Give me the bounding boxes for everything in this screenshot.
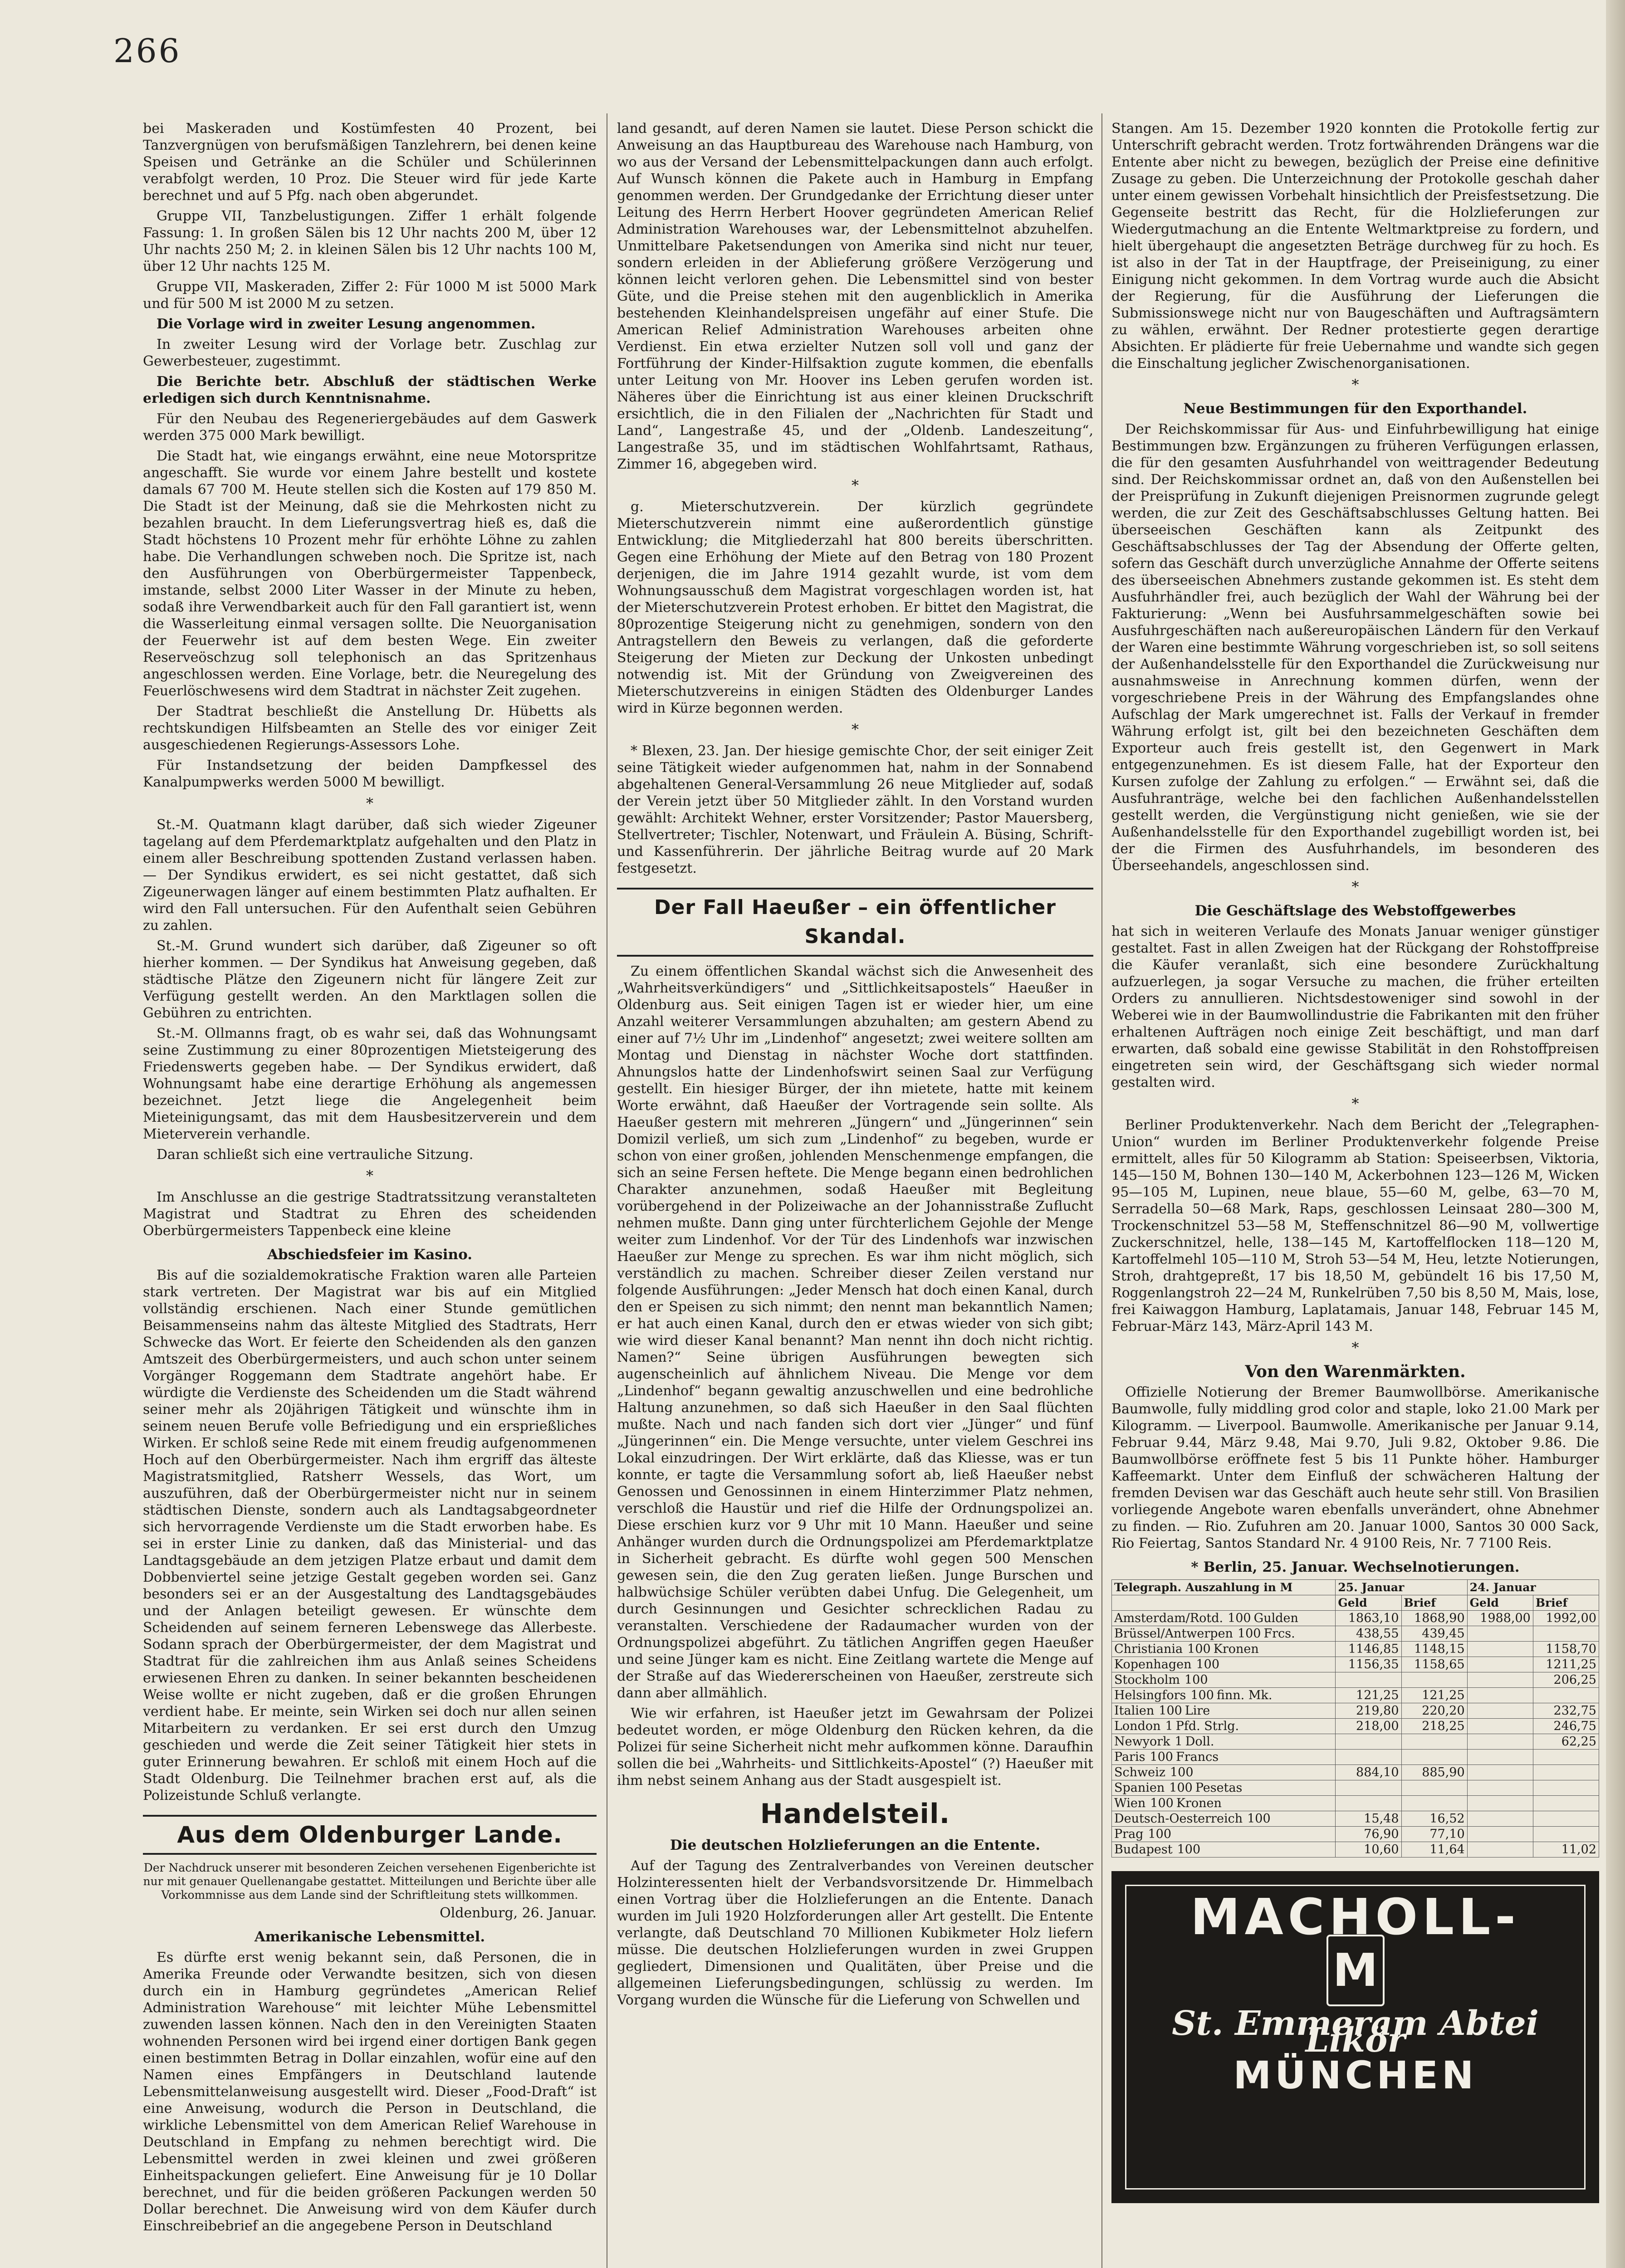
rate-value: 16,52 [1401,1811,1467,1827]
rate-value [1533,1827,1599,1842]
rate-amount: 1 [1165,1719,1173,1733]
rate-amount: 1 [1175,1735,1183,1749]
rate-value [1467,1672,1533,1688]
article-paragraph: Berliner Produktenverkehr. Nach dem Bericht der „Telegraphen-Union“ wurden im Berliner Produktenverkehr folgende Preise ermittelt, alles für 50 Kilogramm ab Station: Speiseerbsen, Viktoria, 145—150 M, Bohnen 130—140 M, Ackerbohnen 123—126 M, Wicken 95—105 M, Lupinen, neue blaue, 55—60 M, gelbe, 63—70 M, Serradella 50—68 Mark, Raps, geschlossen Leinsaat 280—300 M, Trockenschnitzel 53—58 M, Steffenschnitzel 86—90 M, vollwertige Zuckerschnitzel, helle, 138—145 M, Kartoffelflocken 118—120 M, Kartoffelmehl 105—110 M, Stroh 53—54 M, Heu, letzte Notierungen, Stroh, drahtgepreßt, 17 bis 18,50 M, gebündelt 16 bis 17,50 M, Roggenlangstroh 22—24 M, Runkelrüben 7,50 bis 8,50 M, Mais, lose, frei Kaiwaggon Hamburg, Laplatamais, Januar 148, Februar 145 M, Februar-März 143, März-April 143 M. [1111,1117,1599,1334]
table-row [1112,1719,1599,1734]
rate-value [1467,1780,1533,1796]
separator-star: * [852,477,859,494]
rate-value [1467,1642,1533,1657]
rate-place-name: Deutsch-Oesterreich [1114,1812,1243,1826]
rate-value: 218,00 [1336,1719,1401,1734]
rate-amount: 100 [1187,1642,1211,1656]
rate-place-name: Brüssel/Antwerpen [1114,1627,1233,1641]
rate-place-name: London [1114,1719,1161,1733]
rate-value [1467,1703,1533,1719]
rate-amount: 100 [1148,1827,1172,1841]
rate-value [1533,1811,1599,1827]
rate-value: 885,90 [1401,1765,1467,1780]
table-row [1112,1703,1599,1719]
dateline: Oldenburg, 26. Januar. [440,1905,597,1921]
page-fold-shadow [1606,0,1625,2268]
rate-value [1467,1688,1533,1703]
rate-place [1112,1734,1336,1750]
rate-amount: 100 [1169,1781,1193,1795]
rate-value: 77,10 [1401,1827,1467,1842]
rate-value: 1868,90 [1401,1611,1467,1626]
rate-value [1401,1750,1467,1765]
rate-place [1112,1842,1336,1857]
rate-value: 1992,00 [1533,1611,1599,1626]
subheading: Von den Warenmärkten. [1245,1362,1466,1381]
article-paragraph: Daran schließt sich eine vertrauliche Sitzung. [157,1147,474,1163]
rate-place-name: Spanien [1114,1781,1165,1795]
rate-value [1401,1672,1467,1688]
rate-place [1112,1796,1336,1811]
rate-amount: 100 [1184,1673,1208,1687]
rate-value [1336,1734,1401,1750]
advertisement [1111,1871,1599,2203]
subheading: Abschiedsfeier im Kasino. [267,1246,472,1263]
rate-value [1336,1796,1401,1811]
rate-value: 1988,00 [1467,1611,1533,1626]
article-paragraph: Es dürfte erst wenig bekannt sein, daß Personen, die in Amerika Freunde oder Verwandte besitzen, sich von diesen durch ein in Hamburg gegründetes „American Relief Administration Warehouse“ mit leichter Mühe Lebensmittel zuwenden lassen können. Nach den in den Vereinigten Staaten wohnenden Personen wird bei irgend einer dortigen Bank gegen einen bestimmten Betrag in Dollar einzahlen, wofür eine auf den Namen eines Empfängers in Deutschland lautende Lebensmittelanweisung ausgestellt wird. Dieser „Food-Draft“ ist eine Anweisung, wodurch die Person in Deutschland, die wirkliche Lebensmittel von dem American Relief Warehouse in Deutschland in Empfang zu nehmen berechtigt wird. Die Lebensmittel werden in zwei kleinen und zwei größeren Einheitspackungen geliefert. Eine Anweisung für je 10 Dollar berechnet, und für die beiden größeren Packungen werden 50 Dollar berechnet. Die Anweisung wird von dem Käufer durch Einschreibebrief an die angegebene Person in Deutschland [143,1950,597,2234]
rate-value [1533,1750,1599,1765]
rate-value: 884,10 [1336,1765,1401,1780]
rate-place-name: Newyork [1114,1735,1170,1749]
rate-place [1112,1672,1336,1688]
rate-value: 1148,15 [1401,1642,1467,1657]
column-rule [1101,113,1102,2268]
monogram-icon: M [1326,1935,1385,2006]
rate-value [1401,1796,1467,1811]
table-row [1112,1626,1599,1642]
rate-place-name: Italien [1114,1704,1155,1718]
article-paragraph: Der Reichskommissar für Aus- und Einfuhrbewilligung hat einige Bestimmungen bzw. Ergänzungen zu früheren Verfügungen erlassen, die für den gesamten Ausfuhrhandel von weittragender Bedeutung sind. Der Reichskommissar ordnet an, daß von den Außenstellen bei der Preisprüfung in Zukunft diejenigen Preisnormen zugrunde gelegt werden, die zur Zeit des Geschäftsabschlusses Geltung hatten. Bei überseeischen Geschäften kann als Zeitpunkt des Geschäftsabschlusses der Tag der Absendung der Offerte gelten, sofern das Geschäft durch unverzügliche Annahme der Offerte seitens des überseeischen Abnehmers zustande gekommen ist. Es steht dem Ausfuhrhändler frei, auch bezüglich der Wahl der Währung bei der Fakturierung: „Wenn bei Ausfuhrsammelgeschäften sowie bei Ausfuhrgeschäften nach außereuropäischen Ländern für den Verkauf der Waren eine bestimmte Währung vorgeschrieben ist, so soll seitens der Außenhandelsstelle für den Exporthandel die Zurückweisung nur ausnahmsweise in Anrechnung kommen dürfen, wenn der vorgeschriebene Preis in der Währung des Empfangslandes ohne Aufschlag der Mark umgerechnet ist. Falls der Verkauf in fremder Währung erfolgt ist, gilt bei den bezeichneten Geschäften dem Exporteur auch freis gestellt ist, den Gegenwert in Mark entgegenzunehmen. Es ist diesem Falle, hat der Exporteur den Kursen zufolge der Zahlung zu erfolgen.“ — Erwähnt sei, daß die Ausfuhranträge, welche bei den fachlichen Außenhandelsstellen gestellt werden, die Vergünstigung nicht genießen, wie sie der Außenhandelsstelle für den Exporthandel zugebilligt worden ist, bei der die Firmen des Ausfuhrhandels, im besonderen des Überseehandels, angeschlossen sind. [1111,421,1599,874]
rates-table-body [1112,1611,1599,1857]
rate-place-name: Stockholm [1114,1673,1180,1687]
article-paragraph: Auf der Tagung des Zentralverbandes von Vereinen deutscher Holzinteressenten hielt der Verbandsvorsitzende Dr. Himmelbach einen Vortrag über die Holzlieferungen an die Entente. Danach wurden im Juli 1920 Holzforderungen aller Art gestellt. Die Entente verlangte, daß Deutschland 70 Millionen Kubikmeter Holz liefern müsse. Die deutschen Holzlieferungen wurden in zwei Gruppen gegliedert, Dimensionen und Qualitäten, über Preise und die allgemeinen Lieferungsbedingungen, schlüssig zu werden. Im Vorgang wurden die Wünsche für die Lieferung von Schwellen und [617,1858,1093,2008]
rate-value: 121,25 [1401,1688,1467,1703]
rate-value [1467,1750,1533,1765]
rates-date1-header: 25. Januar [1336,1580,1467,1595]
article-paragraph: Für den Neubau des Regeneriergebäudes auf dem Gaswerk werden 375 000 Mark bewilligt. [143,411,597,444]
table-row [1112,1765,1599,1780]
subheading: Amerikanische Lebensmittel. [254,1929,485,1945]
article-paragraph: Bis auf die sozialdemokratische Fraktion waren alle Parteien stark vertreten. Der Magistrat war bis auf ein Mitglied vollständig erschienen. Nach einer Stunde gemütlichen Beisammenseins nahm das älteste Mitglied des Stadtrats, Herr Schwecke das Wort. Er feierte den Scheidenden als den ganzen Amtszeit des Oberbürgermeisters, und auch schon unter seinem Vorgänger Roggemann dem Stadtrate angehört habe. Er würdigte die Verdienste des Scheidenden um die Stadt während seiner mehr als 20jährigen Tätigkeit und wünschte ihm in seinem neuen Berufe volle Befriedigung und ein ersprießliches Wirken. Er schloß seine Rede mit einem freudig aufgenommenen Hoch auf den Oberbürgermeister. Nach ihm ergriff das älteste Magistratsmitglied, Ratsherr Wessels, das Wort, um auszuführen, daß der Oberbürgermeister nicht nur in seinem städtischen Dienste, sondern auch als Landtagsabgeordneter sich hervorragende Verdienste um die Stadt erworben habe. Es sei in erster Linie zu danken, daß das Ministerial- und das Landtagsgebäude an dem jetzigen Platze erbaut und damit dem Dobbenviertel seine jetzige Gestalt gegeben worden sei. Ganz besonders sei er an der Ausgestaltung des Landtagsgebäudes und der Anlagen beteiligt gewesen. Er wünschte dem Scheidenden auf seinem ferneren Lebenswege das Allerbeste. Sodann sprach der Oberbürgermeister, der dem Magistrat und Stadtrat für die zahlreichen ihm aus Anlaß seines Scheidens erwiesenen Ehren zu danken. In seiner bekannten bescheidenen Weise wollte er nicht zugeben, daß er die großen Ehrungen verdient habe. Er meinte, sein Wirken sei doch nur allen seinen Mitarbeitern zu verdanken. Er sei erst durch den Umzug geschieden und werde die Zeit seiner Tätigkeit hier stets in guter Erinnerung bewahren. Er schloß mit einem Hoch auf die Stadt Oldenburg. Die Teilnehmer brachen erst auf, als die Polizeistunde Schluß verlangte. [143,1267,597,1804]
rate-amount: 100 [1177,1843,1201,1857]
rate-unit: Kronen [1213,1642,1259,1656]
ad-brand: MACHOLL- [1190,1888,1520,1946]
rate-place [1112,1827,1336,1842]
table-row [1112,1611,1599,1626]
rate-place [1112,1703,1336,1719]
rate-value [1467,1796,1533,1811]
rate-amount: 100 [1159,1704,1182,1718]
rate-place-name: Helsingfors [1114,1688,1186,1702]
article-paragraph: In zweiter Lesung wird der Vorlage betr. Zuschlag zur Gewerbesteuer, zugestimmt. [143,337,597,369]
rate-value [1467,1657,1533,1672]
separator-star: * [366,795,373,812]
geld-header: Geld [1467,1595,1533,1611]
rate-amount: 100 [1150,1796,1174,1810]
rate-value [1467,1765,1533,1780]
rate-value [1533,1796,1599,1811]
ad-city: MÜNCHEN [1233,2053,1478,2097]
rate-value: 218,25 [1401,1719,1467,1734]
rate-value [1533,1626,1599,1642]
rate-place-name: Christiania [1114,1642,1183,1656]
rate-place [1112,1688,1336,1703]
article-paragraph: Gruppe VII, Maskeraden, Ziffer 2: Für 1000 M ist 5000 Mark und für 500 M ist 2000 M zu setzen. [143,279,597,312]
rate-value [1401,1734,1467,1750]
rate-place-name: Prag [1114,1827,1144,1841]
rate-value [1533,1688,1599,1703]
table-row [1112,1657,1599,1672]
rate-place-name: Budapest [1114,1843,1173,1857]
rate-place-name: Schweiz [1114,1765,1165,1779]
ad-product: St. Emmeram Abtei Likör [1172,2004,1539,2060]
exchange-rates-table [1111,1579,1599,1857]
table-row [1112,1827,1599,1842]
rates-date2-header: 24. Januar [1467,1580,1599,1595]
table-row [1112,1750,1599,1765]
rate-value: 439,45 [1401,1626,1467,1642]
rate-value [1467,1734,1533,1750]
rate-value [1467,1719,1533,1734]
rate-amount: 100 [1247,1812,1271,1826]
article-paragraph: Der Stadtrat beschließt die Anstellung Dr. Hübetts als rechtskundigen Hilfsbeamten an Stelle des vor einiger Zeit ausgeschiedenen Regierungs-Assessors Lohe. [143,704,597,753]
section-box [143,1815,597,1855]
rate-value: 1863,10 [1336,1611,1401,1626]
article-paragraph: Die Berichte betr. Abschluß der städtischen Werke erledigen sich durch Kenntnisnahme. [143,374,597,406]
rate-value [1336,1750,1401,1765]
rate-value: 1146,85 [1336,1642,1401,1657]
rate-place-name: Wien [1114,1796,1146,1810]
rate-value [1467,1842,1533,1857]
column-middle [617,120,1093,2268]
article-paragraph: St.-M. Ollmanns fragt, ob es wahr sei, daß das Wohnungsamt seine Zustimmung zu einer 80prozentigen Mietsteigerung des Friedenswerts gegeben habe. — Der Syndikus erwidert, daß Wohnungsamt habe eine derartige Erhöhung als angemessen bezeichnet. Jetzt liege die Angelegenheit beim Mieteinigungsamt, das mit dem Hausbesitzerverein und dem Mieterverein verhandle. [143,1026,597,1142]
geld-header: Geld [1336,1595,1401,1611]
rate-value [1336,1780,1401,1796]
rate-value: 1156,35 [1336,1657,1401,1672]
table-row [1112,1688,1599,1703]
rate-value: 438,55 [1336,1626,1401,1642]
rate-value: 10,60 [1336,1842,1401,1857]
article-paragraph: Gruppe VII, Tanzbelustigungen. Ziffer 1 erhält folgende Fassung: 1. In großen Sälen bis 12 Uhr nachts 200 M, über 12 Uhr nachts 250 M; 2. in kleinen Sälen bis 12 Uhr nachts 100 M, über 12 Uhr nachts 125 M. [143,208,597,274]
article-paragraph: bei Maskeraden und Kostümfesten 40 Prozent, bei Tanzvergnügen von berufsmäßigen Tanzlehrern, bei denen keine Speisen und Getränke an die Schüler und Schülerinnen verabfolgt werden, 10 Proz. Die Steuer wird für jede Karte berechnet und auf 5 Pfg. nach oben abgerundet. [143,121,597,204]
rate-value [1467,1626,1533,1642]
table-row [1112,1811,1599,1827]
separator-star: * [1351,878,1359,895]
article-paragraph: St.-M. Quatmann klagt darüber, daß sich wieder Zigeuner tagelang auf dem Pferdemarktplatz aufgehalten und den Platz in einem aller Beschreibung spottenden Zustand verlassen haben. — Der Syndikus erwidert, es sei nicht gestattet, daß sich Zigeunerwagen länger auf einem bestimmten Platz aufhalten. Er wird den Fall untersuchen. Für den Aufenthalt seien Gebühren zu zahlen. [143,817,597,934]
rate-amount: 100 [1237,1627,1261,1641]
rate-unit: Frcs. [1263,1627,1295,1641]
separator-star: * [1351,1339,1359,1356]
article-paragraph: Stangen. Am 15. Dezember 1920 konnten die Protokolle fertig zur Unterschrift gebracht werden. Trotz fortwährenden Drängens war die Entente aber nicht zu bewegen, bezüglich der Preise eine definitive Zusage zu geben. Die Unterzeichnung der Protokolle geschah daher unter einem gewissen Vorbehalt hinsichtlich der Preisfestsetzung. Die Gegenseite bestritt das Recht, für die Holzlieferungen zur Wiedergutmachung an die Entente Weltmarktpreise zu fordern, und hielt übergehaupt die angesetzten Beträge durchweg für zu hoch. Es ist also in der Tat in der Hauptfrage, der Preiseinigung, zu einer Einigung nicht gekommen. In dem Vortrag wurde auch die Absicht der Regierung, für die Ausführung der Lieferungen die Submissionswege nicht nur von Baugeschäften und Auftragsämtern zu wählen, erwähnt. Der Redner protestierte gegen derartige Absichten. Er plädierte für freie Uebernahme und wandte sich gegen die Einschaltung jeglicher Zwischenorganisationen. [1111,121,1599,371]
rate-unit: finn. Mk. [1216,1688,1273,1702]
article-paragraph: Im Anschlusse an die gestrige Stadtratssitzung veranstalteten Magistrat und Stadtrat zu Ehren des scheidenden Oberbürgermeisters Tappenbeck eine kleine [143,1189,597,1239]
rate-value: 62,25 [1533,1734,1599,1750]
section-title: Handelsteil. [760,1798,950,1830]
brief-header: Brief [1533,1595,1599,1611]
section-title: Aus dem Oldenburger Lande. [177,1822,563,1848]
rate-unit: Gulden [1253,1611,1298,1625]
article-paragraph: hat sich in weiteren Verlaufe des Monats Januar weniger günstiger gestaltet. Fast in allen Zweigen hat der Rückgang der Rohstoffpreise die Käufer veranlaßt, sich eine besondere Zurückhaltung aufzuerlegen, ja sogar Versuche zu machen, die früher erteilten Orders zu annullieren. Nichtsdestoweniger sind sowohl in der Weberei wie in der Baumwollindustrie die Fabrikanten mit den früher erhaltenen Aufträgen noch einige Zeit beschäftigt, und man darf erwarten, daß sobald eine gewisse Stabilität in den Rohstoffpreisen eingetreten sein wird, der Geschäftsgang sich wieder normal gestalten wird. [1111,924,1599,1090]
rate-amount: 100 [1196,1657,1220,1672]
rate-place [1112,1611,1336,1626]
rate-value: 76,90 [1336,1827,1401,1842]
separator-star: * [1351,1095,1359,1112]
rate-amount: 100 [1190,1688,1214,1702]
rate-place [1112,1626,1336,1642]
article-paragraph: Die Vorlage wird in zweiter Lesung angenommen. [157,316,536,332]
column-left [143,120,597,2268]
rate-value [1533,1780,1599,1796]
rate-unit: Kronen [1176,1796,1222,1810]
rate-value: 15,48 [1336,1811,1401,1827]
rate-value: 121,25 [1336,1688,1401,1703]
table-row [1112,1842,1599,1857]
article-paragraph: g. Mieterschutzverein. Der kürzlich gegründete Mieterschutzverein nimmt eine außerordentlich günstige Entwicklung; die Mitgliederzahl hat 800 bereits überschritten. Gegen eine Erhöhung der Miete auf den Betrag von 180 Prozent derjenigen, die im Jahre 1914 gezahlt wurde, ist vom dem Wohnungsausschuß dem Magistrat vorgeschlagen worden ist, hat der Mieterschutzverein Protest erhoben. Er bittet den Magistrat, die 80prozentige Steigerung nicht zu genehmigen, sondern von den Antragstellern den Beweis zu verlangen, daß die geforderte Steigerung der Mieten zur Deckung der Unkosten unbedingt notwendig ist. Mit der Gründung von Zweigvereinen des Mieterschutzvereins in einigen Städten des Oldenburger Landes wird in Kürze begonnen werden. [617,499,1093,716]
article-paragraph: Offizielle Notierung der Bremer Baumwollbörse. Amerikanische Baumwolle, fully middling grod color and staple, loko 21.00 Mark per Kilogramm. — Liverpool. Baumwolle. Amerikanische per Januar 9.14, Februar 9.44, März 9.48, Mai 9.70, Juli 9.82, Oktober 9.86. Die Baumwollbörse eröffnete fest 5 bis 11 Punkte höher. Hamburger Kaffeemarkt. Unter dem Einfluß der schwächeren Haltung der fremden Devisen war das Geschäft auch heute sehr still. Von Brasilien vorliegende Angebote waren ebenfalls unverändert, ohne Abnehmer zu finden. — Rio. Zufuhren am 20. Januar 1000, Santos 30 000 Sack, Rio Feiertag, Santos Standard Nr. 4 9100 Reis, Nr. 7 7100 Reis. [1111,1384,1599,1551]
subheading: Die deutschen Holzlieferungen an die Entente. [670,1837,1041,1853]
headline-box [617,888,1093,957]
subheading: Neue Bestimmungen für den Exporthandel. [1183,401,1527,417]
article-paragraph: Zu einem öffentlichen Skandal wächst sich die Anwesenheit des „Wahrheitsverkündigers“ und „Sittlichkeitsapostels“ Haeußer in Oldenburg aus. Seit einigen Tagen ist er wieder hier, um eine Anzahl weiterer Versammlungen abzuhalten; am gestern Abend zu einer auf 7½ Uhr im „Lindenhof“ angesetzt; zwei weitere sollten am Montag und Dienstag in nächster Woche dort stattfinden. Ahnungslos hatte der Lindenhofswirt seinen Saal zur Verfügung gestellt. Ein hiesiger Bürger, der ihn mietete, hatte mit keinem Worte erwähnt, daß Haeußer der Vortragende sein sollte. Als Haeußer gestern mit mehreren „Jüngern“ und „Jüngerinnen“ sein Domizil verließ, um sich zum „Lindenhof“ zu begeben, wurde er schon von einer großen, johlenden Menschenmenge empfangen, die sich an seine Fersen heftete. Die Menge begann einen bedrohlichen Charakter anzunehmen, sodaß Haeußer mit Begleitung vorübergehend in der Polizeiwache an der Johannisstraße Zuflucht nehmen mußte. Dann ging unter fürchterlichem Gejohle der Menge weiter zum Lindenhof. Vor der Tür des Lindenhofs war inzwischen Haeußer zur Menge zu sprechen. Es war ihm nicht möglich, sich verständlich zu machen. Schreiber dieser Zeilen verstand nur folgende Ausführungen: „Jeder Mensch hat doch einen Kanal, durch den er Speisen zu sich nimmt; den nennt man bekanntlich Namen; er hat auch einen Kanal, durch den er etwas wieder von sich gibt; wie wird dieser Kanal benannt? Man nennt ihn doch nicht richtig. Namen?“ Seine übrigen Ausführungen bewegten sich augenscheinlich auf ähnlichem Niveau. Die Menge vor dem „Lindenhof“ begann gewaltig anzuschwellen und eine bedrohliche Haltung anzunehmen, so daß sich Haeußer in den Saal flüchten mußte. Nach und nach fanden sich dort vier „Jünger“ und fünf „Jüngerinnen“ ein. Die Menge versuchte, unter vielem Geschrei ins Lokal einzudringen. Der Wirt erklärte, daß das Kliesse, was er tun konnte, er tagte die Versammlung sofort ab, ließ Haeußer nebst Genossen und Genossinnen in einem Hinterzimmer Platz nehmen, verschloß die Haustür und rief die Hilfe der Ordnungspolizei an. Diese erschien kurz vor 9 Uhr mit 10 Mann. Haeußer und seine Anhänger wurden durch die Ordnungspolizei am Pferdemarktplatze in Sicherheit gebracht. Es dürfte wohl gegen 500 Menschen gewesen sein, die den Zug geraten ließen. Junge Burschen und halbwüchsige Schüler verübten dabei Unfug. Die Gelegenheit, um durch Gesinnungen und Gesichter schrecklichen Radau zu veranstalten. Verschiedene der Radaumacher wurden von der Ordnungspolizei abgeführt. Zu tätlichen Angriffen gegen Haeußer und seine Jünger kam es nicht. Eine Zeitlang wartete die Menge auf der Straße auf das Wiedererscheinen von Haeußer, zerstreute sich dann aber allmählich. [617,963,1093,1701]
rate-value: 1158,70 [1533,1642,1599,1657]
table-row [1112,1672,1599,1688]
rate-value [1401,1780,1467,1796]
article-paragraph: Für Instandsetzung der beiden Dampfkessel des Kanalpumpwerks werden 5000 M bewilligt. [143,758,597,790]
brief-header: Brief [1401,1595,1467,1611]
rate-value: 206,25 [1533,1672,1599,1688]
rate-place-name: Paris [1114,1750,1145,1764]
separator-star: * [1351,376,1359,393]
rates-label-header: Telegraph. Auszahlung in M [1112,1580,1336,1595]
rate-value [1533,1765,1599,1780]
article-paragraph: Die Stadt hat, wie eingangs erwähnt, eine neue Motorspritze angeschafft. Sie wurde vor einem Jahre bestellt und kostete damals 67 700 M. Heute stellen sich die Kosten auf 179 850 M. Die Stadt ist der Meinung, daß sie die Mehrkosten nicht zu bezahlen braucht. In dem Lieferungsvertrag hieß es, daß die Stadt höchstens 10 Prozent mehr für erhöhte Löhne zu zahlen habe. Die Verhandlungen schweben noch. Die Spritze ist, nach den Ausführungen von Oberbürgermeister Tappenbeck, imstande, selbst 2000 Liter Wasser in der Minute zu heben, sodaß ihre Verwendbarkeit auch für den Fall garantiert ist, wenn die Wasserleitung einmal versagen sollte. Die Neuorganisation der Feuerwehr ist auf dem besten Wege. Ein zweiter Reserveöschzug soll telephonisch an das Spritzenhaus angeschlossen werden. Eine Vorlage, betr. die Neuregelung des Feuerlöschwesens wird dem Stadtrat in nächster Zeit zugehen. [143,448,597,699]
rate-value [1336,1672,1401,1688]
rate-unit: Doll. [1185,1735,1214,1749]
subheading: Die Geschäftslage des Webstoffgewerbes [1194,903,1516,919]
rate-place [1112,1811,1336,1827]
column-right [1111,120,1599,2268]
article-paragraph: St.-M. Grund wundert sich darüber, daß Zigeuner so oft hierher kommen. — Der Syndikus hat Anweisung gegeben, daß städtische Plätze den Zigeunern nicht für längere Zeit zur Verfügung gestellt werden. An den Marktlagen sollen die Gebühren zu entrichten. [143,938,597,1021]
rate-place [1112,1719,1336,1734]
table-row [1112,1796,1599,1811]
rate-amount: 100 [1228,1611,1251,1625]
rate-place-name: Kopenhagen [1114,1657,1192,1672]
table-row [1112,1642,1599,1657]
rate-value: 11,02 [1533,1842,1599,1857]
article-paragraph: land gesandt, auf deren Namen sie lautet. Diese Person schickt die Anweisung an das Hauptbureau des Warehouse nach Hamburg, von wo aus der Versand der Lebensmittelpackungen dann auch erfolgt. Auf Wunsch können die Pakete auch in Hamburg in Empfang genommen werden. Der Grundgedanke der Errichtung dieser unter Leitung des Herrn Herbert Hoover gegründeten American Relief Administration Warehouses war, der Lebensmittelnot abzuhelfen. Unmittelbare Paketsendungen von Amerika sind nicht nur teuer, sondern erleiden in der Ablieferung größere Verzögerung und können leicht verloren gehen. Die Lebensmittel sind von bester Güte, und die Preise stehen mit den augenblicklich in Amerika bestehenden Kleinhandelspreisen ungefähr auf einer Stufe. Die American Relief Administration Warehouses arbeiten ohne Verdienst. Ein etwa erzielter Nutzen soll voll und ganz der Fortführung der Kinder-Hilfsaktion zugute kommen, die ebenfalls unter Leitung von Mr. Hoover ins Leben gerufen worden ist. Näheres über die Einrichtung ist aus einer kleinen Druckschrift ersichtlich, die in den Filialen der „Nachrichten für Stadt und Land“, Langestraße 45, und der „Oldenb. Landeszeitung“, Langestraße 35, und im städtischen Wohlfahrtsamt, Rathaus, Zimmer 16, abgegeben wird. [617,121,1093,472]
rate-place [1112,1750,1336,1765]
rates-heading: * Berlin, 25. Januar. Wechselnotierungen. [1191,1559,1520,1575]
table-row [1112,1780,1599,1796]
rate-value: 219,80 [1336,1703,1401,1719]
separator-star: * [366,1167,373,1184]
rate-value: 232,75 [1533,1703,1599,1719]
rate-value: 1158,65 [1401,1657,1467,1672]
rate-place [1112,1765,1336,1780]
rate-amount: 100 [1150,1750,1173,1764]
headline: Der Fall Haeußer – ein öffentlicher Skandal. [654,896,1056,948]
rate-value: 220,20 [1401,1703,1467,1719]
rate-value: 1211,25 [1533,1657,1599,1672]
ad-frame [1125,1885,1586,2190]
separator-star: * [852,721,859,738]
rate-value: 11,64 [1401,1842,1467,1857]
table-row [1112,1734,1599,1750]
rate-unit: Pfd. Strlg. [1175,1719,1239,1733]
rate-place [1112,1780,1336,1796]
rate-place-name: Amsterdam/Rotd. [1114,1611,1224,1625]
rate-value: 246,75 [1533,1719,1599,1734]
rate-unit: Lire [1184,1704,1210,1718]
rate-value [1467,1827,1533,1842]
rate-value [1467,1811,1533,1827]
rate-unit: Francs [1176,1750,1219,1764]
article-paragraph: * Blexen, 23. Jan. Der hiesige gemischte Chor, der seit einiger Zeit seine Tätigkeit wieder aufgenommen hat, nahm in der Sonnabend abgehaltenen General-Versammlung 26 neue Mitglieder auf, sodaß der Verein jetzt über 50 Mitglieder zählt. In den Vorstand wurden gewählt: Architekt Wehner, erster Vorsitzender; Pastor Mauersberg, Stellvertreter; Tischler, Notenwart, und Fräulein A. Büsing, Schrift- und Kassenführerin. Der jährliche Beitrag wurde auf 20 Mark festgesetzt. [617,743,1093,876]
rate-unit: Pesetas [1195,1781,1243,1795]
article-paragraph: Wie wir erfahren, ist Haeußer jetzt im Gewahrsam der Polizei bedeutet worden, er möge Oldenburg den Rücken kehren, da die Polizei für seine Sicherheit nicht mehr aufkommen könne. Daraufhin sollen die bei „Wahrheits- und Sittlichkeits-Apostel“ (?) Haeußer mit ihm nebst seinem Anhang aus der Stadt ausgespielt ist. [617,1706,1093,1789]
rate-place [1112,1642,1336,1657]
page-number: 266 [113,32,181,70]
rate-place [1112,1657,1336,1672]
reprint-note: Der Nachdruck unserer mit besonderen Zeichen versehenen Eigenberichte ist nur mit genauer Quellenangabe gestattet. Mitteilungen und Berichte über alle Vorkommnisse aus dem Lande sind der Schriftleitung stets willkommen. [143,1861,597,1901]
rate-amount: 100 [1170,1765,1194,1779]
